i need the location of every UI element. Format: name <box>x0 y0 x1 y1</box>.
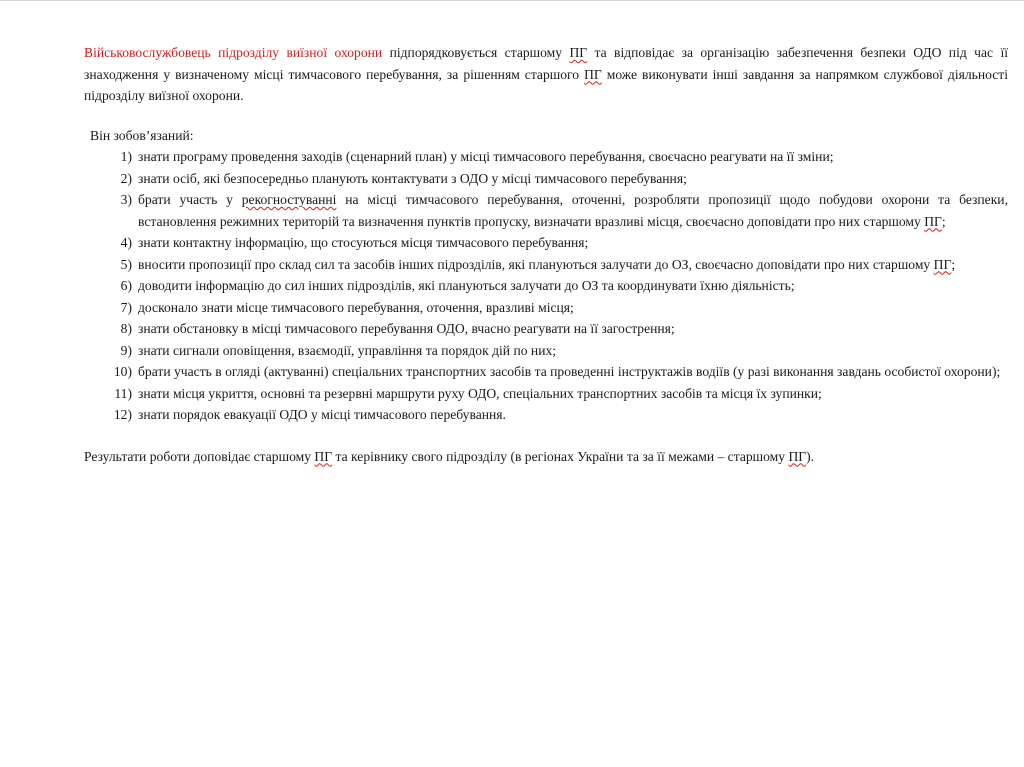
abbr-pg: ПГ <box>569 45 588 60</box>
list-item-text: брати участь в огляді (актуванні) спеціальних транспортних засобів та проведенні інструктажів водіїв (у разі виконання завдань особистої охорони); <box>138 364 1001 379</box>
list-item <box>84 232 1008 254</box>
list-item <box>84 404 1008 426</box>
list-item-text: знати обстановку в місці тимчасового перебування ОДО, вчасно реагувати на її загострення; <box>138 321 675 336</box>
list-item <box>84 383 1008 405</box>
list-item-text: знати програму проведення заходів (сценарний план) у місці тимчасового перебування, своєчасно реагувати на її зміни; <box>138 149 834 164</box>
list-item <box>84 340 1008 362</box>
list-item-text <box>138 189 1008 232</box>
list-item <box>84 189 1008 232</box>
text-run: Результати роботи доповідає старшому <box>84 448 315 464</box>
list-item-number: 6) <box>120 278 132 293</box>
document-page <box>84 42 1008 467</box>
list-item-text: знати сигнали оповіщення, взаємодії, управління та порядок дій по них; <box>138 342 557 358</box>
duties-heading: Він зобов’язаний: <box>90 127 194 143</box>
list-item-number: 8) <box>120 321 132 336</box>
intro-lead: Військовослужбовець підрозділу виїзної охорони <box>84 45 383 60</box>
text-run: ; <box>941 213 946 229</box>
intro-paragraph <box>84 42 1008 107</box>
duty-list <box>84 146 1008 426</box>
list-item-text <box>138 254 1008 276</box>
top-divider <box>0 0 1024 1</box>
list-item-number: 7) <box>120 299 132 315</box>
results-paragraph <box>84 446 1008 468</box>
list-item <box>84 168 1008 190</box>
list-item-number: 9) <box>120 342 132 358</box>
abbr-pg: ПГ <box>933 256 952 272</box>
abbr-pg: ПГ <box>584 66 602 82</box>
list-item-number: 10) <box>113 364 132 379</box>
text-run: на місці тимчасового перебування, оточенні, розробляти пропозиції щодо побудови охорони та безпеки, встановлення режимних територій та визначення пунктів пропуску, визначати вразливі місця, своєчасно доповідати про них старшому <box>138 192 1008 229</box>
list-item-number: 11) <box>114 385 132 401</box>
spell-marked-word: рекогностуванні <box>241 192 337 207</box>
list-item <box>84 318 1008 340</box>
list-item <box>84 275 1008 297</box>
text-run: ). <box>806 448 815 464</box>
list-item <box>84 361 1008 383</box>
list-item-text: досконало знати місце тимчасового перебування, оточення, вразливі місця; <box>138 299 574 315</box>
list-item <box>84 254 1008 276</box>
list-item-number: 3) <box>120 192 132 207</box>
list-item-number: 4) <box>120 235 132 250</box>
list-item-number: 5) <box>120 256 132 272</box>
intro-text-1: підпорядковується старшому <box>382 45 570 60</box>
list-item <box>84 146 1008 168</box>
list-item-number: 2) <box>120 170 132 186</box>
list-item-text: знати порядок евакуації ОДО у місці тимчасового перебування. <box>138 407 506 422</box>
list-item-text: знати контактну інформацію, що стосуються місця тимчасового перебування; <box>138 235 589 250</box>
abbr-pg: ПГ <box>314 448 333 464</box>
abbr-pg: ПГ <box>924 213 942 229</box>
intro-text-3: може виконувати інші завдання за напрямком службової діяльності підрозділу виїзної охорони. <box>84 66 1008 103</box>
text-run: та керівнику свого підрозділу (в регіонах України та за її межами – старшому <box>332 448 789 464</box>
list-item-text: доводити інформацію до сил інших підрозділів, які плануються залучати до ОЗ та координувати їхню діяльність; <box>138 278 795 293</box>
text-run: брати участь у <box>138 192 242 207</box>
intro-text-2: та відповідає за організацію забезпечення безпеки ОДО під час її знаходження у визначеному місці тимчасового перебування, за рішенням старшого <box>84 45 1008 82</box>
abbr-pg: ПГ <box>788 448 807 464</box>
text-run: ; <box>951 256 956 272</box>
list-item <box>84 297 1008 319</box>
list-item-text: знати осіб, які безпосередньо планують контактувати з ОДО у місці тимчасового перебування; <box>138 170 687 186</box>
list-item-number: 1) <box>120 149 132 164</box>
list-item-number: 12) <box>113 407 132 422</box>
list-item-text: знати місця укриття, основні та резервні маршрути руху ОДО, спеціальних транспортних засобів та місця їх зупинки; <box>138 385 822 401</box>
text-run: вносити пропозиції про склад сил та засобів інших підрозділів, які плануються залучати до ОЗ, своєчасно доповідати про них старшому <box>138 256 934 272</box>
